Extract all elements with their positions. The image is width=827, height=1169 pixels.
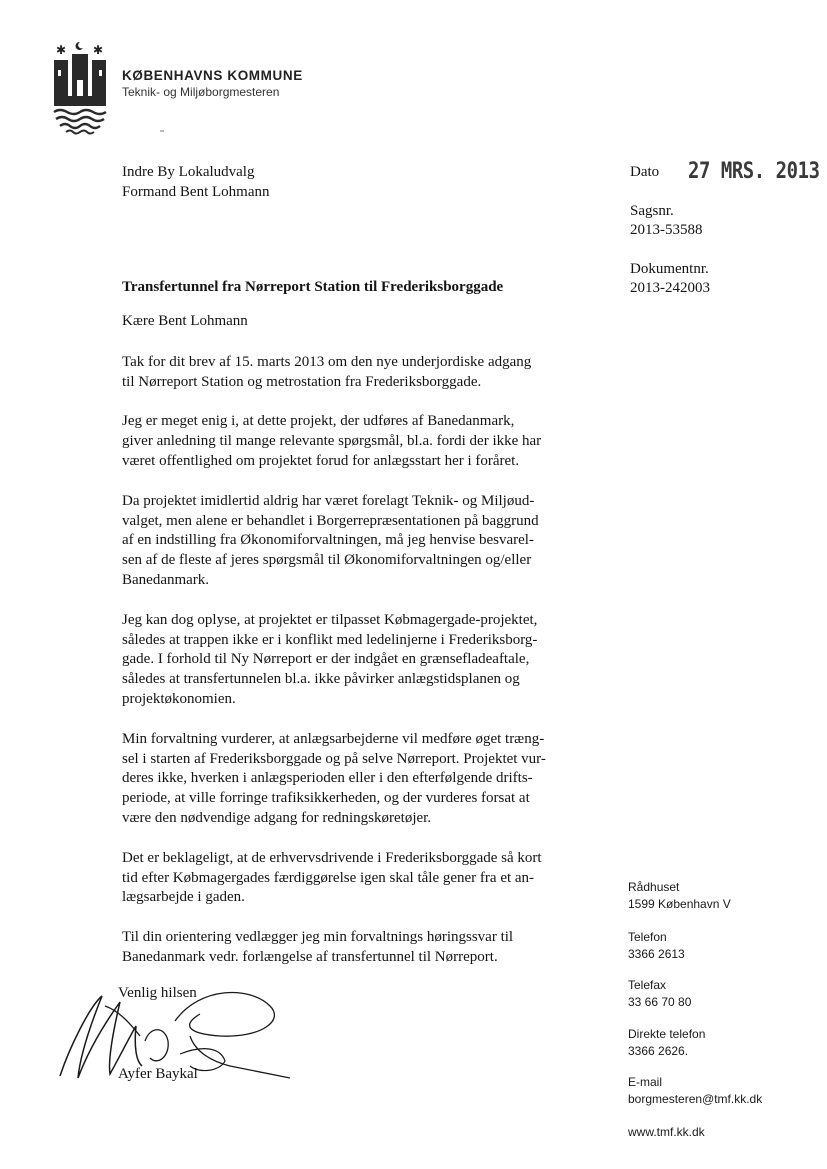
signer-name: Ayfer Baykal xyxy=(118,1066,198,1082)
paragraph-line: sel i starten af Frederiksborggade og på selve Nørreport. Projektet vur- xyxy=(122,750,546,767)
address-label: Rådhuset xyxy=(628,880,680,894)
paragraph-line: Tak for dit brev af 15. marts 2013 om den nye underjordiske adgang xyxy=(122,353,532,370)
paragraph-line: være den nødvendige adgang for redningskøretøjer. xyxy=(122,809,432,826)
paragraph-line: til Nørreport Station og metrostation fra Frederiksborggade. xyxy=(122,373,482,390)
body-paragraph xyxy=(122,730,592,829)
body-paragraph xyxy=(122,611,592,710)
letter-body xyxy=(122,312,592,988)
paragraph-line: Banedanmark vedr. forlængelse af transfertunnel til Nørreport. xyxy=(122,948,498,965)
svg-text:✱: ✱ xyxy=(93,43,104,57)
body-paragraph xyxy=(122,412,592,471)
phone-value: 3366 2613 xyxy=(628,947,685,961)
date-stamp: 27 MRS. 2013 xyxy=(688,159,820,184)
closing: Venlig hilsen xyxy=(118,985,197,1001)
paragraph-line: lægsarbejde i gaden. xyxy=(122,889,245,906)
body-paragraph xyxy=(122,849,592,908)
address-value: 1599 København V xyxy=(628,897,731,911)
fax-value: 33 66 70 80 xyxy=(628,995,692,1009)
direct-phone-value: 3366 2626. xyxy=(628,1044,689,1058)
paragraphs xyxy=(122,353,592,968)
case-number-value: 2013-53588 xyxy=(630,222,703,238)
letter-subject: Transfertunnel fra Nørreport Station til Frederiksborggade xyxy=(122,279,504,295)
paragraph-line: Da projektet imidlertid aldrig har været forelagt Teknik- og Miljøud- xyxy=(122,492,535,509)
website-link[interactable]: www.tmf.kk.dk xyxy=(628,1125,705,1139)
paragraph-line: projektøkonomien. xyxy=(122,690,236,707)
recipient-line-1: Indre By Lokaludvalg xyxy=(122,164,255,180)
svg-text:✱: ✱ xyxy=(56,43,67,57)
body-paragraph xyxy=(122,353,592,393)
email-label: E-mail xyxy=(628,1075,663,1089)
paragraph-line: gade. I forhold til Ny Nørreport er der indgået en grænsefladeaftale, xyxy=(122,651,530,668)
paragraph-line: Jeg kan dog oplyse, at projektet er tilpasset Købmagergade-projektet, xyxy=(122,611,538,628)
paragraph-line: Det er beklageligt, at de erhvervsdrivende i Frederiksborggade så kort xyxy=(122,849,542,866)
case-number-label: Sagsnr. xyxy=(630,203,674,219)
paragraph-line: været offentlighed om projektet forud for anlægsstart her i foråret. xyxy=(122,452,520,469)
date-label: Dato xyxy=(630,164,660,180)
recipient-line-2: Formand Bent Lohmann xyxy=(122,184,270,200)
paragraph-line: Jeg er meget enig i, at dette projekt, der udføres af Banedanmark, xyxy=(122,413,515,430)
paragraph-line: periode, at ville forringe trafiksikkerheden, og der vurderes forsat at xyxy=(122,790,530,807)
recipient-block xyxy=(122,162,269,202)
copenhagen-coat-of-arms-icon xyxy=(50,40,110,136)
paragraph-line: af en indstilling fra Økonomiforvaltningen, må jeg henvise besvarel- xyxy=(122,532,534,549)
paragraph-line: således at trappen ikke er i konflikt med ledelinjerne i Frederiksborg- xyxy=(122,631,538,648)
paragraph-line: valget, men alene er behandlet i Borgerrepræsentationen på baggrund xyxy=(122,512,539,529)
paragraph-line: Min forvaltning vurderer, at anlægsarbejderne vil medføre øget træng- xyxy=(122,730,545,747)
document-number-value: 2013-242003 xyxy=(630,280,710,296)
paragraph-line: Til din orientering vedlægger jeg min forvaltnings høringssvar til xyxy=(122,929,514,946)
organization-name: KØBENHAVNS KOMMUNE xyxy=(122,68,303,83)
paragraph-line: sen af de fleste af jeres spørgsmål til Økonomiforvaltningen og/eller xyxy=(122,552,532,569)
fax-label: Telefax xyxy=(628,978,667,992)
paragraph-line: deres ikke, hverken i anlægsperioden eller i den efterfølgende drifts- xyxy=(122,770,533,787)
paragraph-line: Banedanmark. xyxy=(122,571,210,588)
body-paragraph xyxy=(122,492,592,591)
scan-mark xyxy=(160,130,164,132)
phone-label: Telefon xyxy=(628,930,667,944)
paragraph-line: således at transfertunnelen bl.a. ikke påvirker anlægstidsplanen og xyxy=(122,671,520,688)
paragraph-line: giver anledning til mange relevante spørgsmål, bl.a. fordi der ikke har xyxy=(122,433,542,450)
direct-phone-label: Direkte telefon xyxy=(628,1027,706,1041)
body-paragraph xyxy=(122,928,592,968)
email-link[interactable]: borgmesteren@tmf.kk.dk xyxy=(628,1092,763,1106)
paragraph-line: tid efter Købmagergades færdiggørelse igen skal tåle gener fra et an- xyxy=(122,869,535,886)
greeting: Kære Bent Lohmann xyxy=(122,313,248,329)
organization-subtitle: Teknik- og Miljøborgmesteren xyxy=(122,85,280,99)
document-number-label: Dokumentnr. xyxy=(630,261,709,277)
